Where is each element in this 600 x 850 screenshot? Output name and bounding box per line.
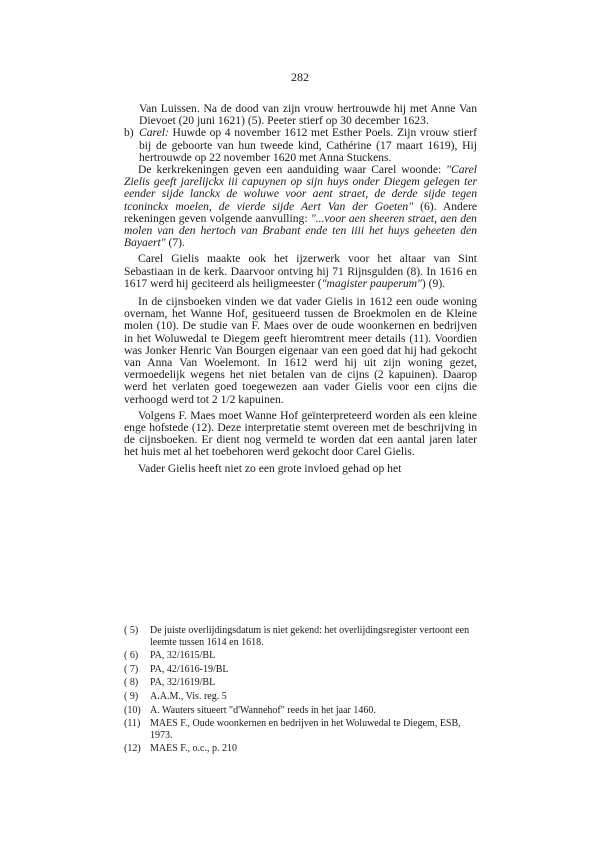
footnote-text: PA, 32/1615/BL <box>150 650 216 662</box>
footnotes <box>124 625 480 757</box>
list-item-b <box>124 127 477 164</box>
footnote-text: De juiste overlijdingsdatum is niet gekend: het overlijdingsregister vertoont een leemte tussen 1614 en 1618. <box>150 625 470 648</box>
paragraph-wanne-hof: Volgens F. Maes moet Wanne Hof geïnterpreteerd worden als een kleine enge hofstede (12). Deze interpretatie stemt overeen met de beschrijving in de cijnsboeken. Er dient nog vermeld te worden dat een aantal jaren later het huis met al het toebehoren werd gekocht door Carel Gielis. <box>124 408 477 459</box>
footnote-number: (11) <box>124 718 141 730</box>
footnote-text: MAES F., o.c., p. 210 <box>150 743 237 755</box>
footnote-number: ( 6) <box>124 650 139 662</box>
para2-quote1: "Carel Zielis geeft jarelijckx iii capuynen op sijn huys onder Diegem gelegen ter eender sijde lanckx de woluwe voor aent straet, de derde sijde tegen tconinckx moelen, de vierde sijde Aert Van der Goeten" <box>124 163 477 213</box>
footnote <box>124 677 480 689</box>
paragraph-cijnsboeken: In de cijnsboeken vinden we dat vader Gielis in 1612 een oude woning overnam, het Wanne Hof, gesitueerd tussen de Broekmolen en de Kleine molen (10). De studie van F. Maes over de oude woonkernen en bedrijven in het Woluwedal te Diegem geeft hieromtrent meer details (11). Voordien was Jonker Henric Van Bourgen eigenaar van een goed dat hij had gekocht van Anna Van Woelemont. In 1612 werd hij uit zijn woning gezet, vermoedelijk wegens het niet betalen van de cijns (2 kapuinen). Daarop werd het verlaten goed toegewezen aan vader Gielis voor een cijns die verhoogd werd tot 2 1/2 kapuinen. <box>124 295 477 406</box>
paragraph-ijzerwerk <box>124 253 477 290</box>
para2-mid: (6). Andere rekeningen geven volgende aanvulling: <box>124 199 477 225</box>
list-item-name: Carel: <box>139 126 169 140</box>
footnote-number: ( 7) <box>124 663 139 675</box>
para3-quote: "magister pauperum" <box>321 276 422 290</box>
footnote-text: A. Wauters situeert "d'Wannehof" reeds in het jaar 1460. <box>150 704 376 716</box>
footnote-number: ( 9) <box>124 690 139 702</box>
para2-intro: De kerkrekeningen geven een aanduiding waar Carel woonde: <box>138 163 447 177</box>
page-number: 282 <box>291 70 309 84</box>
body-text <box>124 103 477 475</box>
para2-end: (7). <box>165 236 185 250</box>
footnote-text: PA, 32/1619/BL <box>150 677 216 689</box>
footnote-text: MAES F., Oude woonkernen en bedrijven in het Woluwedal te Diegem, ESB, 1973. <box>150 718 461 741</box>
footnote <box>124 625 480 648</box>
footnote <box>124 705 480 717</box>
para2-quote2: "...voor aen sheeren straet, aen den molen van den hertoch van Brabant ende ten iiii het huys geheeten den Bayaert" <box>124 211 477 250</box>
footnote <box>124 718 480 741</box>
footnote <box>124 650 480 662</box>
footnote <box>124 664 480 676</box>
footnote <box>124 691 480 703</box>
paragraph-continuation: Van Luissen. Na de dood van zijn vrouw hertrouwde hij met Anne Van Dievoet (20 juni 1621) (5). Peeter stierf op 30 december 1623. <box>139 102 477 128</box>
para3-text: Carel Gielis maakte ook het ijzerwerk voor het altaar van Sint Sebastiaan in de kerk. Daarvoor ontving hij 71 Rijnsgulden (8). In 1616 en 1617 werd hij geciteerd als heiligmeester ( <box>124 252 477 290</box>
paragraph-kerkrekeningen <box>124 164 477 249</box>
footnote-number: (12) <box>124 743 141 755</box>
list-label: b) <box>124 126 134 140</box>
footnote-number: (10) <box>124 704 141 716</box>
list-item-text: Huwde op 4 november 1612 met Esther Poels. Zijn vrouw stierf bij de geboorte van hun tweede kind, Cathérine (17 maart 1619), Hij hertrouwde op 22 november 1620 met Anna Stuckens. <box>139 126 477 164</box>
paragraph-vader-gielis: Vader Gielis heeft niet zo een grote invloed gehad op het <box>138 461 402 475</box>
footnote-number: ( 8) <box>124 677 139 689</box>
footnote-text: PA, 42/1616-19/BL <box>150 663 229 675</box>
footnote-text: A.A.M., Vis. reg. 5 <box>150 690 227 702</box>
para3-end: ) (9). <box>421 276 446 290</box>
footnote-number: ( 5) <box>124 625 139 636</box>
footnote <box>124 743 480 755</box>
